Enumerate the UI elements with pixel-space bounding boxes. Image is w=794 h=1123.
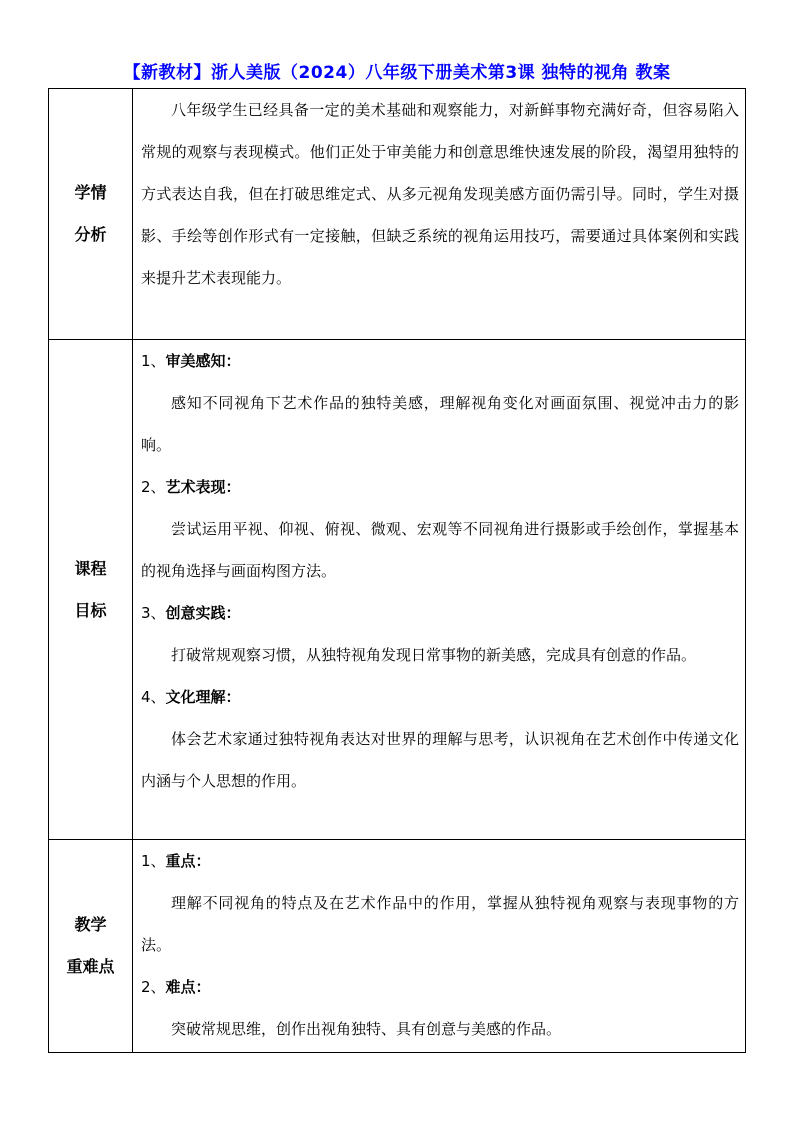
key-point-heading bbox=[141, 840, 739, 882]
row-label-key-points bbox=[49, 840, 133, 1053]
goal-heading bbox=[141, 466, 739, 508]
lesson-plan-table bbox=[48, 88, 746, 1053]
label-line: 教学 bbox=[74, 915, 107, 934]
key-point-number: 2、 bbox=[141, 978, 166, 996]
label-line: 分析 bbox=[74, 225, 107, 244]
goal-heading bbox=[141, 676, 739, 718]
key-point-title: 重点： bbox=[165, 852, 211, 870]
analysis-paragraph: 八年级学生已经具备一定的美术基础和观察能力，对新鲜事物充满好奇，但容易陷入常规的观察与表现模式。他们正处于审美能力和创意思维快速发展的阶段，渴望用独特的方式表达自我，但在打破思维定式、从多元视角发现美感方面仍需引导。同时，学生对摄影、手绘等创作形式有一定接触，但缺乏系统的视角运用技巧，需要通过具体案例和实践来提升艺术表现能力。 bbox=[141, 101, 739, 287]
goal-heading bbox=[141, 340, 739, 382]
key-point-heading bbox=[141, 966, 739, 1008]
key-points-content bbox=[133, 840, 746, 1053]
analysis-content bbox=[133, 89, 746, 340]
goal-text: 体会艺术家通过独特视角表达对世界的理解与思考，认识视角在艺术创作中传递文化内涵与个人思想的作用。 bbox=[141, 730, 739, 790]
label-line: 课程 bbox=[74, 558, 107, 578]
table-row-goals bbox=[49, 340, 746, 840]
key-point-text: 突破常规思维，创作出视角独特、具有创意与美感的作品。 bbox=[171, 1020, 562, 1038]
row-label-goals bbox=[49, 340, 133, 840]
row-label-analysis bbox=[49, 89, 133, 340]
table-row-analysis bbox=[49, 89, 746, 340]
label-line: 学情 bbox=[74, 183, 107, 202]
goal-number: 2、 bbox=[141, 478, 166, 496]
table-row-key-points bbox=[49, 840, 746, 1053]
goals-content bbox=[133, 340, 746, 840]
goal-number: 1、 bbox=[141, 352, 166, 370]
goal-text: 感知不同视角下艺术作品的独特美感，理解视角变化对画面氛围、视觉冲击力的影响。 bbox=[141, 394, 739, 454]
goal-number: 3、 bbox=[141, 604, 166, 622]
label-line: 重难点 bbox=[66, 957, 115, 976]
goal-title: 创意实践： bbox=[165, 604, 241, 622]
goal-number: 4、 bbox=[141, 688, 166, 706]
goal-title: 文化理解： bbox=[165, 688, 241, 706]
label-line: 目标 bbox=[74, 600, 107, 620]
goal-title: 艺术表现： bbox=[165, 478, 241, 496]
key-point-text: 理解不同视角的特点及在艺术作品中的作用，掌握从独特视角观察与表现事物的方法。 bbox=[141, 894, 739, 954]
goal-heading bbox=[141, 592, 739, 634]
key-point-title: 难点： bbox=[165, 978, 211, 996]
key-point-number: 1、 bbox=[141, 852, 166, 870]
goal-title: 审美感知： bbox=[165, 352, 241, 370]
document-title: 【新教材】浙人美版（2024）八年级下册美术第3课 独特的视角 教案 bbox=[123, 63, 671, 83]
goal-text: 尝试运用平视、仰视、俯视、微观、宏观等不同视角进行摄影或手绘创作，掌握基本的视角选择与画面构图方法。 bbox=[141, 520, 739, 580]
goal-text: 打破常规观察习惯，从独特视角发现日常事物的新美感，完成具有创意的作品。 bbox=[171, 646, 697, 664]
